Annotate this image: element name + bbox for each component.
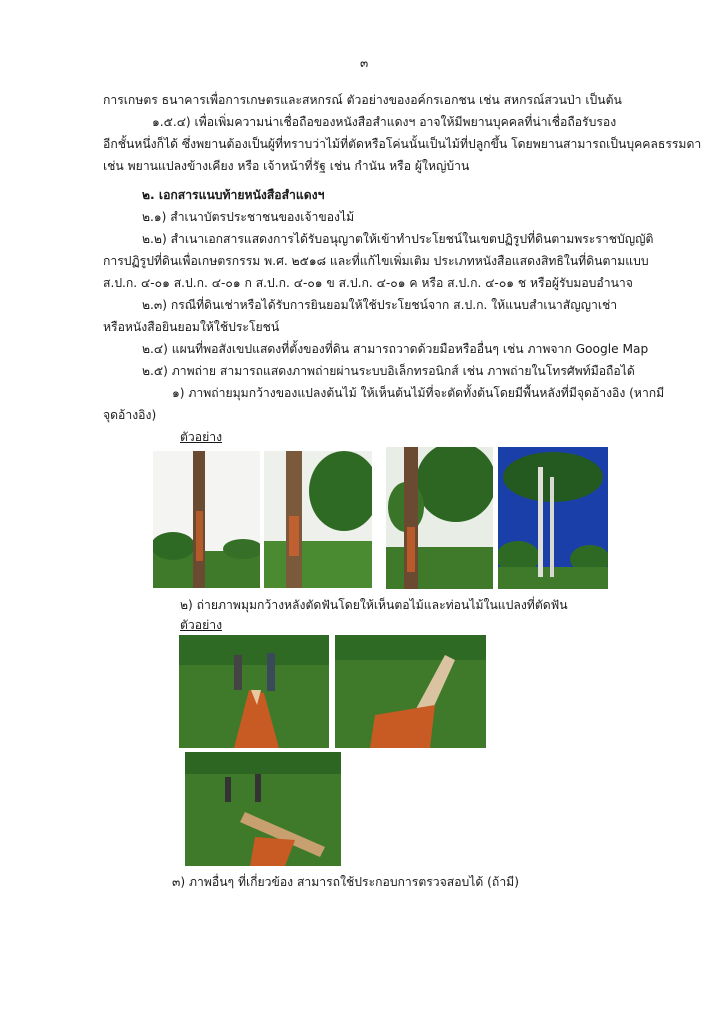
list-item: ๒.๓) กรณีที่ดินเช่าหรือได้รับการยินยอมให้ใช้ประโยชน์จาก ส.ป.ก. ให้แนบสำเนาสัญญาเช่า [142, 298, 618, 312]
list-item-continuation: การปฏิรูปที่ดินเพื่อเกษตรกรรม พ.ศ. ๒๕๑๘ และที่แก้ไขเพิ่มเติม ประเภทหนังสือแสดงสิทธิในที่ดินตามแบบ [103, 254, 649, 268]
sub-item: ๓) ภาพอื่นๆ ที่เกี่ยวข้อง สามารถใช้ประกอบการตรวจสอบได้ (ถ้ามี) [172, 875, 519, 889]
paragraph-line: การเกษตร ธนาคารเพื่อการเกษตรและสหกรณ์ ตัวอย่างของอค์กรเอกชน เช่น สหกรณ์สวนป่า เป็นต้น [103, 93, 622, 107]
paragraph-line: ๑.๕.๔) เพื่อเพิ่มความน่าเชื่อถือของหนังสือสำแดงฯ อาจให้มีพยานบุคคลที่น่าเชื่อถือรับรอง [152, 115, 617, 129]
tree-photo-4 [498, 447, 608, 589]
section-heading: ๒. เอกสารแนบท้ายหนังสือสำแดงฯ [142, 188, 325, 202]
sub-item-continuation: จุดอ้างอิง) [103, 408, 157, 422]
tree-photo-2 [264, 451, 372, 588]
example-label: ตัวอย่าง [180, 618, 223, 632]
felled-tree-photo-2 [335, 635, 486, 748]
page-number: ๓ [360, 56, 369, 70]
tree-photo-3 [386, 447, 493, 589]
sub-item: ๒) ถ่ายภาพมุมกว้างหลังตัดฟันโดยให้เห็นตอไม้และท่อนไม้ในแปลงที่ตัดฟัน [180, 598, 568, 612]
list-item: ๒.๕) ภาพถ่าย สามารถแสดงภาพถ่ายผ่านระบบอิเล็กทรอนิกส์ เช่น ภาพถ่ายในโทรศัพท์มือถือได้ [142, 364, 635, 378]
felled-tree-photo-3 [185, 752, 341, 866]
paragraph-line: เช่น พยานแปลงข้างเคียง หรือ เจ้าหน้าที่รัฐ เช่น กำนัน หรือ ผู้ใหญ่บ้าน [103, 159, 470, 173]
list-item-continuation: ส.ป.ก. ๔-๐๑ ส.ป.ก. ๔-๐๑ ก ส.ป.ก. ๔-๐๑ ข ส.ป.ก. ๔-๐๑ ค หรือ ส.ป.ก. ๔-๐๑ ช หรือผู้รับมอบอำนาจ [103, 276, 633, 290]
example-label: ตัวอย่าง [180, 430, 223, 444]
paragraph-line: อีกชั้นหนึ่งก็ได้ ซึ่งพยานต้องเป็นผู้ที่ทราบว่าไม้ที่ตัดหรือโค่นนั้นเป็นไม้ที่ปลูกขึ้น โดยพยานสามารถเป็นบุคคลธรรมดา [103, 137, 702, 151]
sub-item: ๑) ภาพถ่ายมุมกว้างของแปลงต้นไม้ ให้เห็นต้นไม้ที่จะตัดทั้งต้นโดยมีพื้นหลังที่มีจุดอ้างอิง (หากมี [172, 386, 665, 400]
list-item-continuation: หรือหนังสือยินยอมให้ใช้ประโยชน์ [103, 320, 280, 334]
list-item: ๒.๑) สำเนาบัตรประชาชนของเจ้าของไม้ [142, 210, 355, 224]
felled-tree-photo-1 [179, 635, 329, 748]
list-item: ๒.๒) สำเนาเอกสารแสดงการได้รับอนุญาตให้เข้าทำประโยชน์ในเขตปฏิรูปที่ดินตามพระราชบัญญัติ [142, 232, 654, 246]
list-item: ๒.๔) แผนที่พอสังเขปแสดงที่ตั้งของที่ดิน สามารถวาดด้วยมือหรืออื่นๆ เช่น ภาพจาก Google Map [142, 342, 649, 356]
tree-photo-1 [153, 451, 260, 588]
